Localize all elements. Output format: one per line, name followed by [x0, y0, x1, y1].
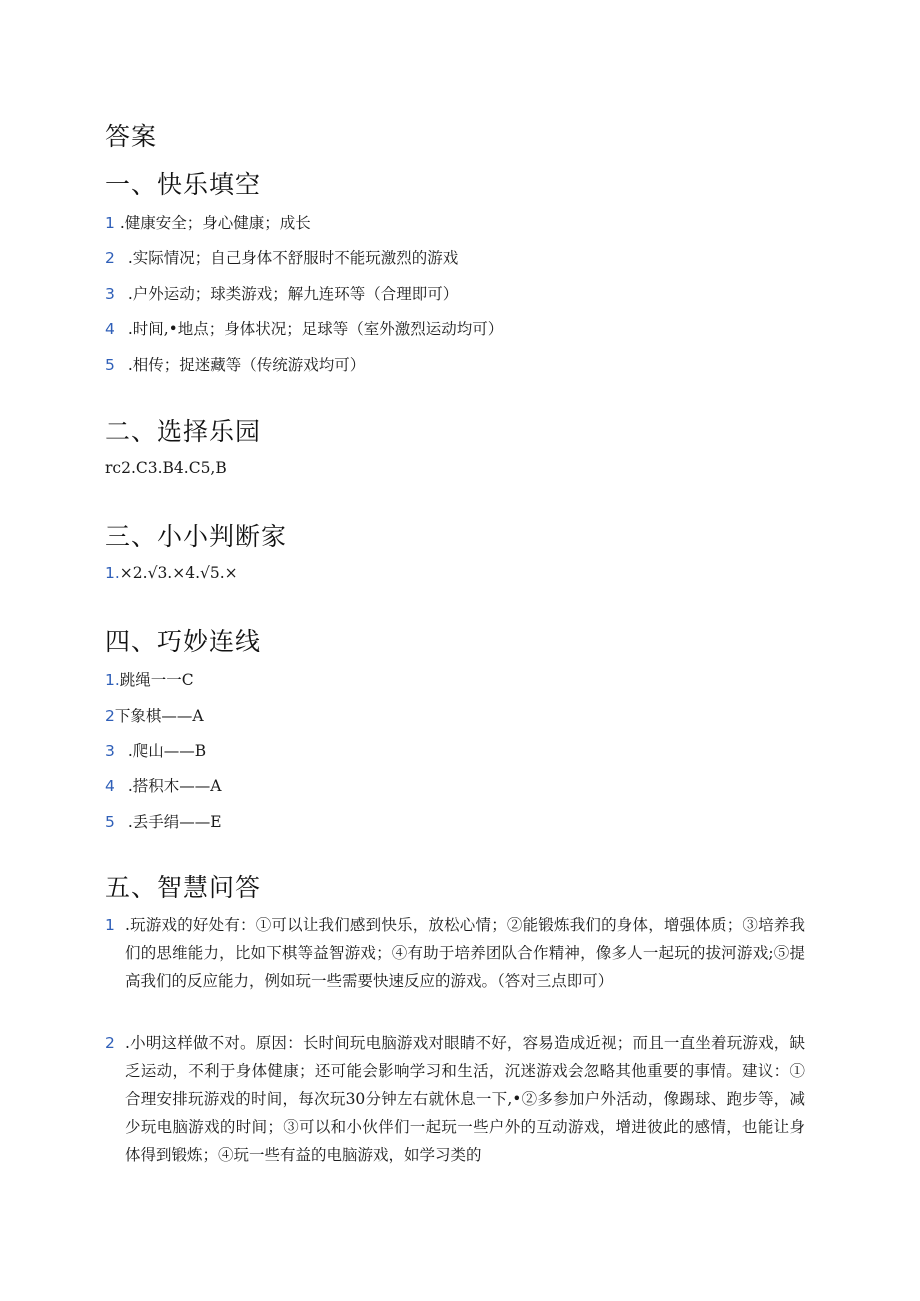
item-text: .小明这样做不对。原因：长时间玩电脑游戏对眼睛不好，容易造成近视；而且一直坐着玩游戏，缺乏运动，不利于身体健康；还可能会影响学习和生活，沉迷游戏会忽略其他重要的事情。建议：①合理安排玩游戏的时间，每次玩30分钟左右就休息一下,•②多参加户外活动，像踢球、跑步等，减少玩电脑游戏的时间；③可以和小伙伴们一起玩一些户外的互动游戏，增进彼此的感情，也能让身体得到锻炼；④玩一些有益的电脑游戏，如学习类的	[125, 1034, 805, 1164]
section-heading-choice: 二、选择乐园	[105, 417, 262, 446]
item-text: .健康安全；身心健康；成长	[119, 214, 311, 232]
item-text: 跳绳一一C	[119, 671, 194, 689]
matching-item	[105, 774, 221, 796]
section-heading-fill-blank: 一、快乐填空	[105, 170, 262, 199]
item-number: 5	[105, 356, 115, 374]
matching-item	[105, 704, 204, 726]
item-text: .搭积木——A	[127, 777, 222, 795]
fill-blank-item	[105, 246, 458, 268]
item-number: 3	[105, 742, 115, 760]
matching-item	[105, 668, 194, 690]
item-number: 2	[105, 1034, 115, 1052]
fill-blank-item	[105, 317, 503, 339]
judge-answer-text: ×2.√3.×4.√5.×	[119, 564, 238, 582]
item-text: .爬山——B	[127, 742, 207, 760]
qa-answer	[105, 911, 805, 995]
item-number: 5	[105, 813, 115, 831]
fill-blank-item	[105, 211, 311, 233]
item-text: .实际情况；自己身体不舒服时不能玩激烈的游戏	[127, 249, 459, 267]
item-number: 4	[105, 320, 115, 338]
matching-item	[105, 739, 206, 761]
fill-blank-item	[105, 282, 458, 304]
matching-item	[105, 810, 222, 832]
item-number: 2	[105, 249, 115, 267]
item-number: 2	[105, 707, 115, 725]
qa-answer	[105, 1029, 805, 1169]
item-text: .相传；捉迷藏等（传统游戏均可）	[127, 356, 366, 374]
choice-answers: rc2.C3.B4.C5,B	[105, 459, 227, 477]
item-number: 1	[105, 214, 115, 232]
item-text: .玩游戏的好处有：①可以让我们感到快乐，放松心情；②能锻炼我们的身体，增强体质；③培养我们的思维能力，比如下棋等益智游戏；④有助于培养团队合作精神，像多人一起玩的拔河游戏;⑤提高我们的反应能力，例如玩一些需要快速反应的游戏。（答对三点即可）	[125, 916, 805, 990]
item-text: 下象棋——A	[114, 707, 204, 725]
item-number: 1.	[105, 671, 120, 689]
fill-blank-item	[105, 353, 365, 375]
judge-answers	[105, 564, 238, 582]
page-title: 答案	[105, 122, 158, 151]
item-text: .户外运动；球类游戏；解九连环等（合理即可）	[127, 285, 459, 303]
item-number: 1.	[105, 564, 120, 582]
item-number: 4	[105, 777, 115, 795]
item-number: 1	[105, 916, 115, 934]
item-text: .丢手绢——E	[127, 813, 222, 831]
item-number: 3	[105, 285, 115, 303]
section-heading-qa: 五、智慧问答	[105, 873, 262, 902]
section-heading-matching: 四、巧妙连线	[105, 627, 262, 656]
item-text: .时间,•地点；身体状况；足球等（室外激烈运动均可）	[127, 320, 504, 338]
section-heading-judge: 三、小小判断家	[105, 522, 288, 551]
